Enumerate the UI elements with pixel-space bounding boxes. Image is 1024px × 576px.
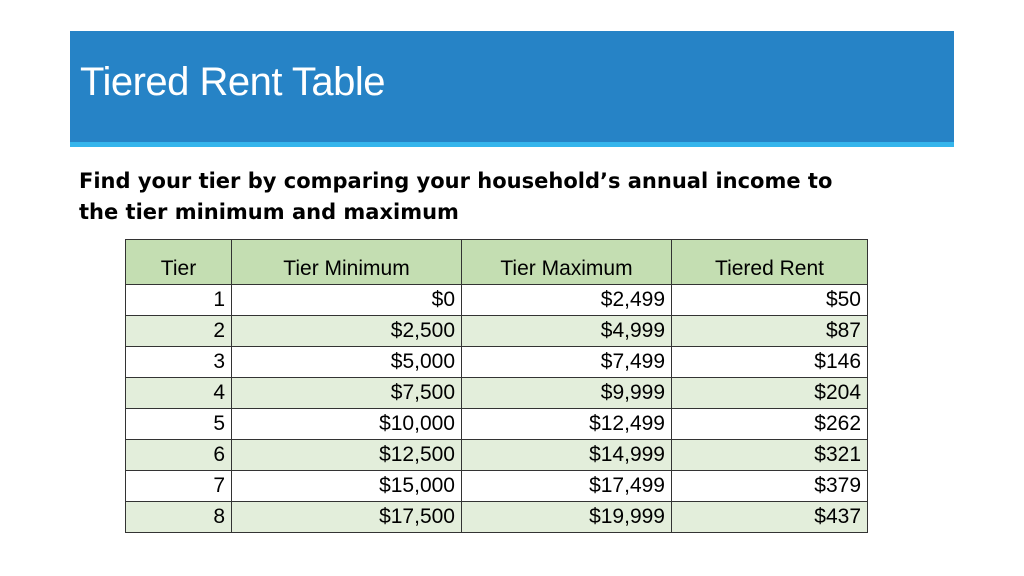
cell-tiered-rent: $379 [672, 471, 868, 502]
cell-tier-maximum: $14,999 [462, 440, 672, 471]
table-row [126, 409, 868, 440]
cell-tier-minimum: $2,500 [232, 316, 462, 347]
cell-tier-minimum: $12,500 [232, 440, 462, 471]
cell-tier: 7 [126, 471, 232, 502]
cell-tiered-rent: $87 [672, 316, 868, 347]
cell-tier: 5 [126, 409, 232, 440]
cell-tier-maximum: $19,999 [462, 502, 672, 533]
cell-tier-maximum: $17,499 [462, 471, 672, 502]
cell-tiered-rent: $321 [672, 440, 868, 471]
header-tier: Tier [126, 240, 232, 285]
cell-tier-minimum: $0 [232, 285, 462, 316]
table-row [126, 316, 868, 347]
tiered-rent-table [125, 239, 868, 533]
slide-title: Tiered Rent Table [80, 60, 386, 104]
title-accent-line [70, 142, 954, 147]
table-row [126, 440, 868, 471]
cell-tiered-rent: $262 [672, 409, 868, 440]
cell-tier-minimum: $17,500 [232, 502, 462, 533]
cell-tier-maximum: $9,999 [462, 378, 672, 409]
table-row [126, 378, 868, 409]
table-row [126, 285, 868, 316]
cell-tier: 8 [126, 502, 232, 533]
cell-tier-maximum: $12,499 [462, 409, 672, 440]
cell-tier-maximum: $7,499 [462, 347, 672, 378]
table-row [126, 347, 868, 378]
cell-tiered-rent: $204 [672, 378, 868, 409]
table-row [126, 502, 868, 533]
cell-tier: 1 [126, 285, 232, 316]
cell-tier: 6 [126, 440, 232, 471]
cell-tiered-rent: $50 [672, 285, 868, 316]
cell-tier: 2 [126, 316, 232, 347]
table-row [126, 471, 868, 502]
header-tiered-rent: Tiered Rent [672, 240, 868, 285]
cell-tier-maximum: $2,499 [462, 285, 672, 316]
cell-tiered-rent: $146 [672, 347, 868, 378]
cell-tier-maximum: $4,999 [462, 316, 672, 347]
cell-tier-minimum: $10,000 [232, 409, 462, 440]
cell-tier-minimum: $7,500 [232, 378, 462, 409]
table-header-row [126, 240, 868, 285]
cell-tier-minimum: $15,000 [232, 471, 462, 502]
header-tier-maximum: Tier Maximum [462, 240, 672, 285]
cell-tiered-rent: $437 [672, 502, 868, 533]
cell-tier: 3 [126, 347, 232, 378]
slide-subtitle: Find your tier by comparing your household’s annual income to the tier minimum and maximum [79, 169, 833, 224]
header-tier-minimum: Tier Minimum [232, 240, 462, 285]
cell-tier: 4 [126, 378, 232, 409]
cell-tier-minimum: $5,000 [232, 347, 462, 378]
